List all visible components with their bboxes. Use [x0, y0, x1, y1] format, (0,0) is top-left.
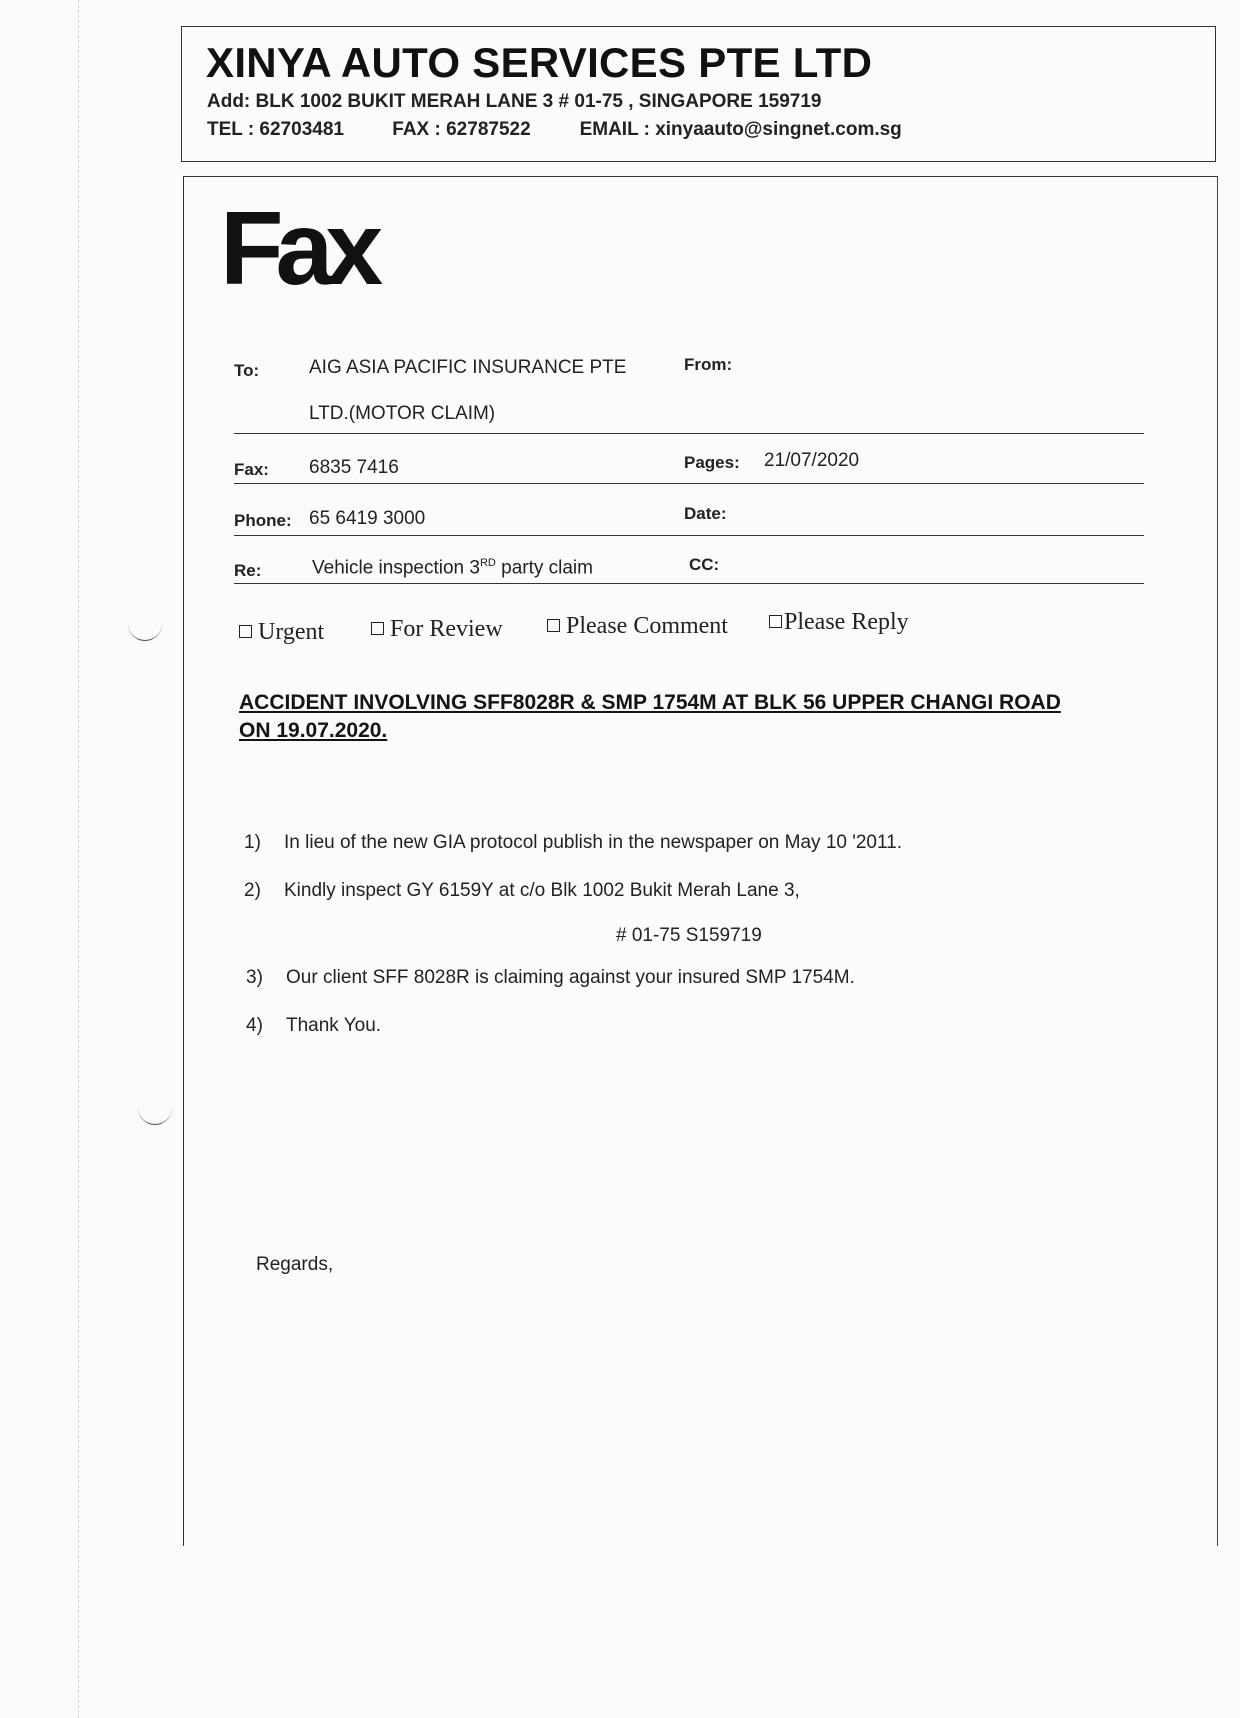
fax-label: Fax:: [234, 460, 269, 479]
for-review-checkbox[interactable]: For Review: [371, 616, 503, 643]
divider: [234, 583, 1144, 584]
company-name: XINYA AUTO SERVICES PTE LTD: [206, 39, 873, 86]
cc-label: CC:: [689, 555, 720, 574]
pages-value: 21/07/2020: [764, 450, 860, 471]
divider: [234, 535, 1144, 536]
contact-line: [207, 119, 902, 141]
email: EMAIL : xinyaauto@singnet.com.sg: [579, 119, 902, 140]
to-value-line2: LTD.(MOTOR CLAIM): [309, 403, 496, 424]
divider: [234, 433, 1144, 434]
subject-heading: ACCIDENT INVOLVING SFF8028R & SMP 1754M AT BLK 56 UPPER CHANGI ROAD ON 19.07.2020.: [239, 691, 1061, 742]
list-item-continuation: # 01-75 S159719: [616, 925, 762, 946]
re-value: Vehicle inspection 3RD party claim: [312, 557, 593, 579]
fax-cover-box: [183, 176, 1218, 1546]
punch-hole: [128, 618, 162, 641]
list-item: 3) Our client SFF 8028R is claiming against your insured SMP 1754M.: [246, 967, 855, 988]
list-item: 2) Kindly inspect GY 6159Y at c/o Blk 1002 Bukit Merah Lane 3,: [244, 880, 800, 901]
to-label: To:: [234, 361, 260, 380]
fax-title: Fax: [220, 191, 376, 307]
to-value-line1: AIG ASIA PACIFIC INSURANCE PTE: [309, 357, 627, 378]
fax-number: FAX : 62787522: [392, 119, 531, 140]
re-label: Re:: [234, 561, 262, 580]
phone-value: 65 6419 3000: [309, 508, 426, 529]
fax-value: 6835 7416: [309, 457, 399, 478]
letterhead: [181, 26, 1216, 162]
date-label: Date:: [684, 504, 727, 523]
please-comment-checkbox[interactable]: Please Comment: [547, 613, 728, 640]
divider: [234, 483, 1144, 484]
list-item: 4) Thank You.: [246, 1015, 382, 1036]
closing-regards: Regards,: [256, 1254, 334, 1275]
phone-label: Phone:: [234, 511, 292, 530]
margin-line: [78, 0, 79, 1718]
company-address: Add: BLK 1002 BUKIT MERAH LANE 3 # 01-75 , SINGAPORE 159719: [207, 91, 822, 112]
pages-label: Pages:: [684, 453, 740, 472]
please-reply-checkbox[interactable]: Please Reply: [769, 609, 909, 636]
telephone: TEL : 62703481: [207, 119, 344, 140]
priority-checkboxes: [239, 609, 1139, 645]
punch-hole: [138, 1102, 172, 1125]
from-label: From:: [684, 355, 733, 374]
list-item: 1) In lieu of the new GIA protocol publish in the newspaper on May 10 '2011.: [244, 832, 903, 853]
urgent-checkbox[interactable]: Urgent: [239, 619, 324, 646]
